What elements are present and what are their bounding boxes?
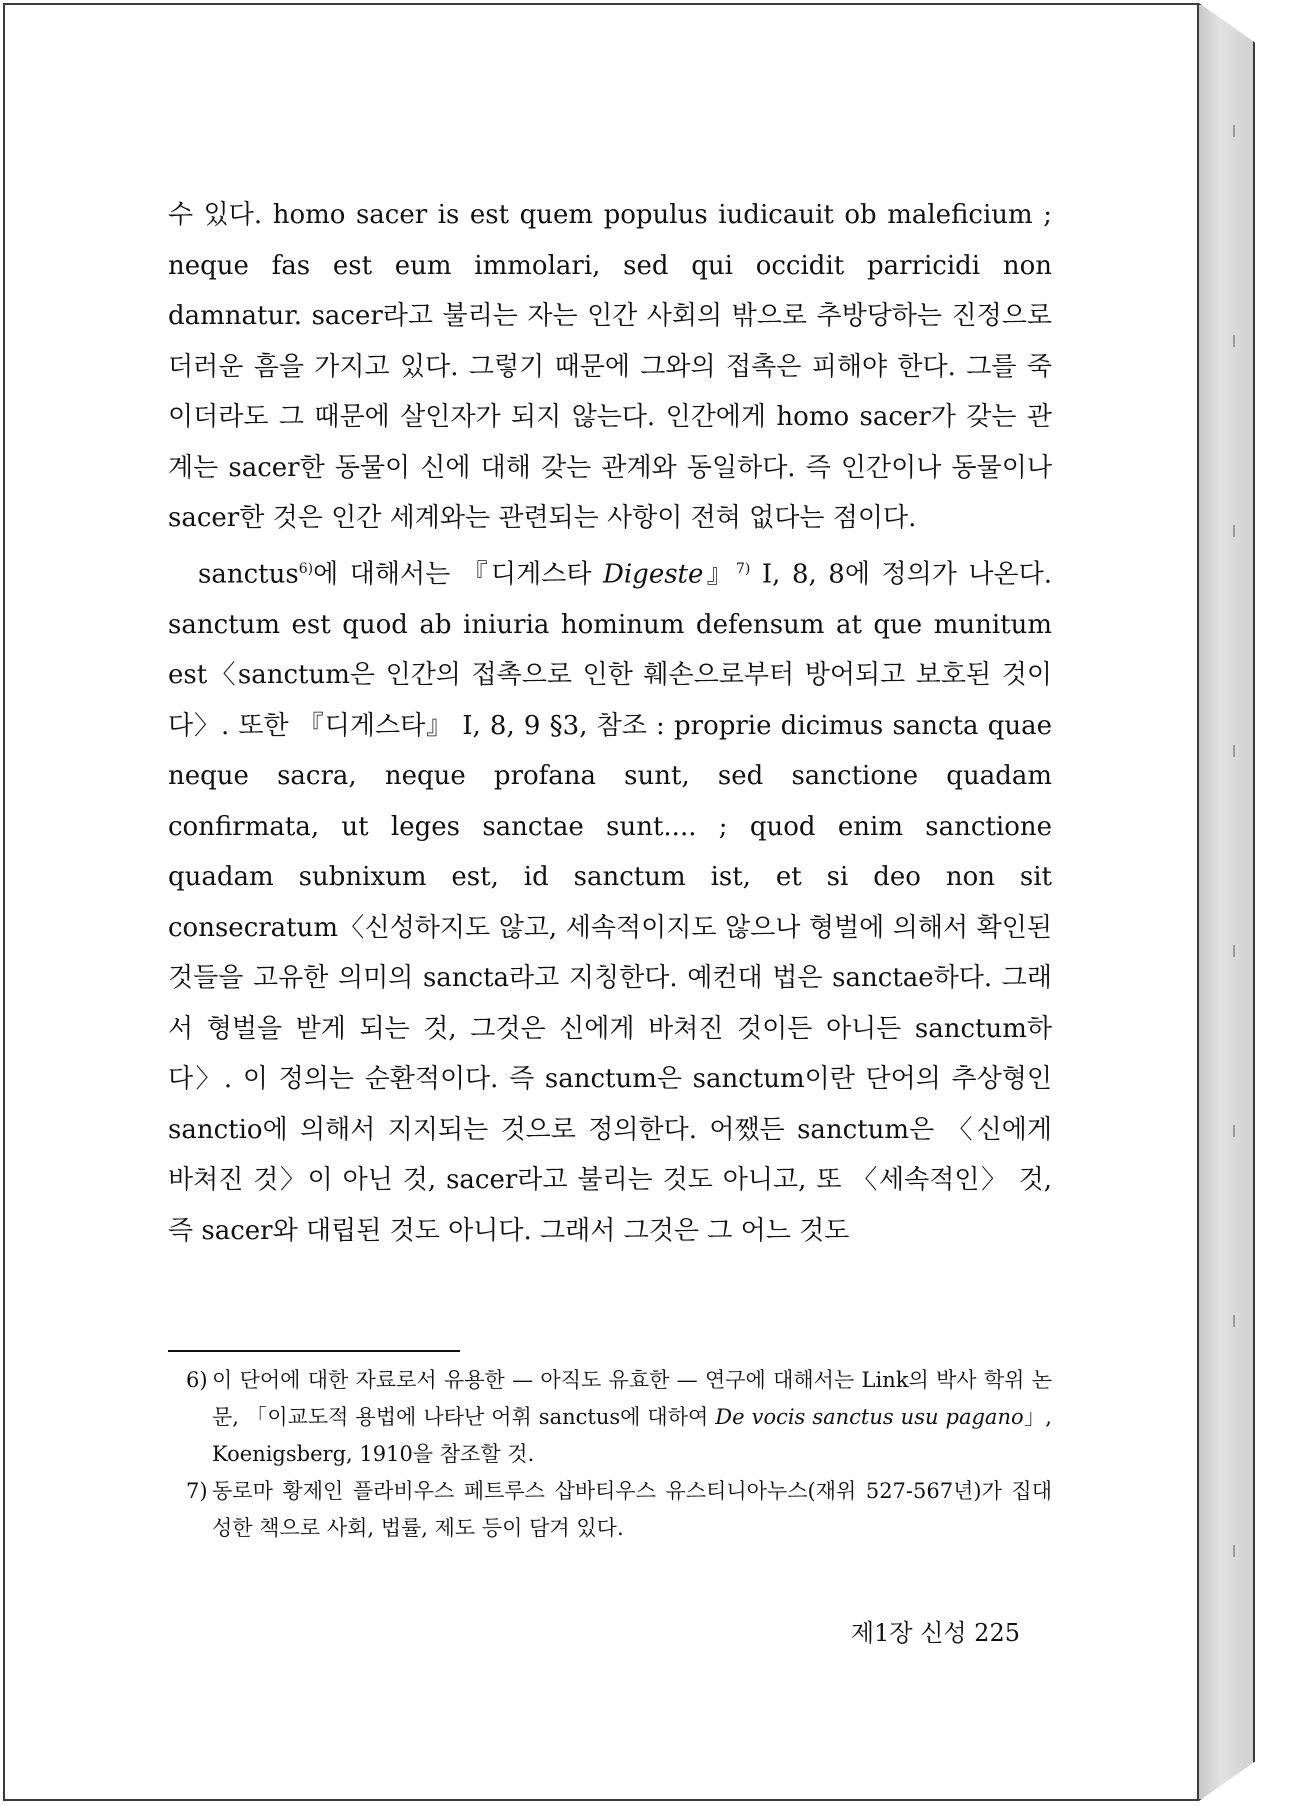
paragraph-1: 수 있다. homo sacer is est quem populus iudicauit ob maleficium ; neque fas est eum immolari, sed qui occidit parricidi non damnatur. sacer라고 불리는 자는 인간 사회의 밖으로 추방당하는 진정으로 더러운 흠을 가지고 있다. 그렇기 때문에 그와의 접촉은 피해야 한다. 그를 죽이더라도 그 때문에 살인자가 되지 않는다. 인간에게 homo sacer가 갖는 관계는 sacer한 동물이 신에 대해 갖는 관계와 동일하다. 즉 인간이나 동물이나 sacer한 것은 인간 세계와는 관련되는 사항이 전혀 없다는 점이다.	[168, 200, 1052, 533]
footnote-number: 7)	[186, 1479, 208, 1503]
edge-mark	[1233, 1125, 1235, 1137]
edge-mark	[1233, 335, 1235, 347]
edge-mark	[1233, 945, 1235, 957]
edge-mark	[1233, 1545, 1235, 1557]
footnote-text-part: 」, Koenigsberg, 1910을 참조할 것.	[212, 1405, 1052, 1466]
edge-mark	[1233, 745, 1235, 757]
footnote-text-part: 이 단어에 대한 자료로서 유용한 — 아직도 유효한 — 연구에 대해서는 Link의 박사 학위 논문, 「이교도적 용법에 나타난 어휘 sanctus에 대하여	[212, 1368, 1052, 1429]
term-sanctus: sanctus	[198, 559, 299, 590]
footnote-number: 6)	[186, 1368, 208, 1392]
footnote-6	[186, 1362, 1052, 1473]
footnote-text: 동로마 황제인 플라비우스 페트루스 삽바티우스 유스티니아누스(재위 527-567년)가 집대성한 책으로 사회, 법률, 제도 등이 담겨 있다.	[212, 1479, 1052, 1540]
footnote-text	[212, 1362, 1052, 1473]
paragraph-2	[168, 544, 1052, 1257]
edge-mark	[1233, 525, 1235, 537]
page-footer: 제1장 신성 225	[850, 1619, 1020, 1647]
edge-mark	[1233, 1315, 1235, 1327]
page-stack-edge	[1199, 3, 1255, 1801]
footnote-ref-7: 7)	[735, 560, 751, 577]
footnote-divider	[168, 1350, 460, 1352]
footnote-ref-6: 6)	[298, 560, 314, 577]
edge-mark	[1233, 125, 1235, 137]
footnotes	[186, 1362, 1052, 1547]
paragraph-2-text: I, 8, 8에 정의가 나온다. sanctum est quod ab iniuria hominum defensum at que munitum est〈sanctum은 인간의 접촉으로 인한 훼손으로부터 방어되고 보호된 것이다〉. 또한 『디게스타』 I, 8, 9 §3, 참조 : proprie dicimus sancta quae neque sacra, neque profana sunt, sed sanctione quadam confirmata, ut leges sanctae sunt.... ; quod enim sanctione quadam subnixum est, id sanctum ist, et si deo non sit consecratum〈신성하지도 않고, 세속적이지도 않으나 형벌에 의해서 확인된 것들을 고유한 의미의 sancta라고 지칭한다. 예컨대 법은 sanctae하다. 그래서 형벌을 받게 되는 것, 그것은 신에게 바쳐진 것이든 아니든 sanctum하다〉. 이 정의는 순환적이다. 즉 sanctum은 sanctum이란 단어의 추상형인 sanctio에 의해서 지지되는 것으로 정의한다. 어쨌든 sanctum은 〈신에게 바쳐진 것〉이 아닌 것, sacer라고 불리는 것도 아니고, 또 〈세속적인〉 것, 즉 sacer와 대립된 것도 아니다. 그래서 그것은 그 어느 것도	[168, 559, 1052, 1246]
book-title-digeste: Digeste	[603, 559, 704, 590]
cited-title: De vocis sanctus usu pagano	[715, 1405, 1024, 1429]
title-close-bracket: 』	[703, 559, 736, 590]
main-text	[168, 190, 1052, 1256]
paragraph-2-text: 에 대해서는 『디게스타	[313, 559, 604, 590]
footnote-7	[186, 1473, 1052, 1547]
